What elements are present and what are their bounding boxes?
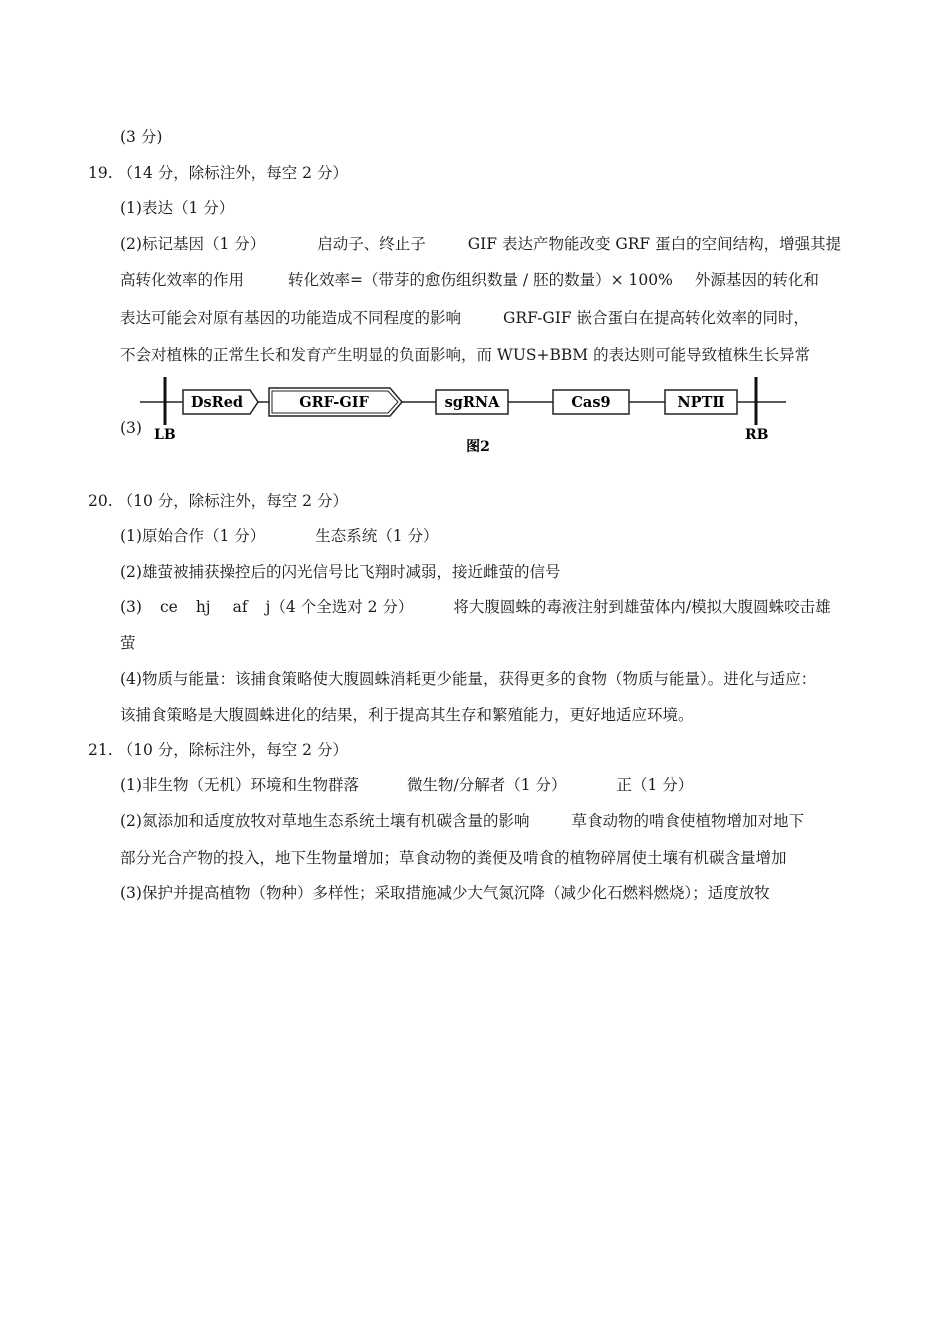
sgrna-element: [436, 390, 508, 414]
q19-answer-2b: 启动子、终止子: [317, 235, 426, 253]
q21-answer-1c: 正（1 分）: [616, 776, 694, 794]
q21-answer-1b: 微生物/分解者（1 分）: [406, 776, 567, 794]
q21-answer-3: (3)保护并提高植物（物种）多样性；采取措施减少大气氮沉降（减少化石燃料燃烧）；适度放牧: [120, 884, 770, 902]
q19-answer-2d: 高转化效率的作用: [120, 271, 245, 289]
score-note: (3 分): [120, 128, 163, 146]
q20-answer-1a: (1)原始合作（1 分）: [120, 527, 266, 545]
q20-option-ce: ce: [159, 598, 178, 616]
q20-option-af: af: [232, 598, 248, 616]
q19-answer-2a: (2)标记基因（1 分）: [120, 235, 266, 253]
cas9-element: [553, 390, 629, 414]
q19-answer-3-label: (3): [120, 419, 142, 437]
q20-answer-3-cont: 萤: [120, 634, 136, 652]
q19-answer-2g: 表达可能会对原有基因的功能造成不同程度的影响: [120, 309, 462, 327]
lb-label: LB: [154, 427, 176, 443]
q20-answer-2: (2)雄萤被捕获操控后的闪光信号比飞翔时减弱，接近雌萤的信号: [120, 563, 561, 581]
grf-gif-label: GRF-GIF: [299, 394, 369, 411]
rb-label: RB: [745, 427, 769, 443]
q20-option-hj: hj: [195, 598, 211, 616]
q19-answer-1: (1)表达（1 分）: [120, 199, 235, 217]
tdna-construct-diagram: [138, 375, 798, 460]
q19-answer-2-line3: [120, 308, 809, 328]
q21-answer-1: [120, 775, 693, 795]
q21-answer-2: [120, 811, 804, 831]
q20-answer-3-num: (3): [120, 598, 142, 616]
q20-option-j: j（4 个全选对 2 分）: [265, 598, 414, 616]
q19-answer-2: [120, 234, 841, 254]
q20-answer-1: [120, 526, 439, 546]
q21-answer-2-cont: 部分光合产物的投入，地下生物量增加；草食动物的粪便及啃食的植物碎屑使土壤有机碳含量增加: [120, 849, 787, 867]
figure-caption: 图2: [466, 439, 490, 455]
q19-answer-2c: GIF 表达产物能改变 GRF 蛋白的空间结构，增强其提: [467, 235, 842, 253]
sgrna-label: sgRNA: [444, 394, 500, 411]
q19-answer-2f: 外源基因的转化和: [694, 271, 819, 289]
q20-answer-4-cont: 该捕食策略是大腹圆蛛进化的结果，利于提高其生存和繁殖能力，更好地适应环境。: [120, 706, 694, 724]
dsred-label: DsRed: [190, 394, 244, 411]
grf-gif-element: [269, 388, 402, 416]
question-20-header: 20. （10 分，除标注外，每空 2 分）: [88, 492, 348, 510]
dsred-element: [183, 390, 258, 414]
q19-answer-2e: 转化效率=（带芽的愈伤组织数量 / 胚的数量）× 100%: [288, 271, 673, 289]
q19-answer-2h: GRF-GIF 嵌合蛋白在提高转化效率的同时，: [503, 309, 810, 327]
question-21-header: 21. （10 分，除标注外，每空 2 分）: [88, 741, 348, 759]
question-19-header: 19. （14 分，除标注外，每空 2 分）: [88, 164, 348, 182]
q20-answer-3b: 将大腹圆蛛的毒液注射到雄萤体内/模拟大腹圆蛛咬击雄: [453, 598, 831, 616]
nptii-label: NPTⅡ: [677, 394, 725, 411]
q21-answer-2a: (2)氮添加和适度放牧对草地生态系统土壤有机碳含量的影响: [120, 812, 530, 830]
q20-answer-4: (4)物质与能量：该捕食策略使大腹圆蛛消耗更少能量，获得更多的食物（物质与能量）。进化与适应：: [120, 670, 817, 688]
q20-answer-3: [120, 597, 831, 617]
q21-answer-2b: 草食动物的啃食使植物增加对地下: [571, 812, 804, 830]
q21-answer-1a: (1)非生物（无机）环境和生物群落: [120, 776, 359, 794]
q19-answer-2-line4: 不会对植株的正常生长和发育产生明显的负面影响，而 WUS+BBM 的表达则可能导致植株生长异常: [120, 346, 811, 364]
q19-answer-2-line2: [120, 270, 819, 290]
nptii-element: [665, 390, 737, 414]
cas9-label: Cas9: [571, 394, 611, 411]
q20-answer-1b: 生态系统（1 分）: [315, 527, 439, 545]
